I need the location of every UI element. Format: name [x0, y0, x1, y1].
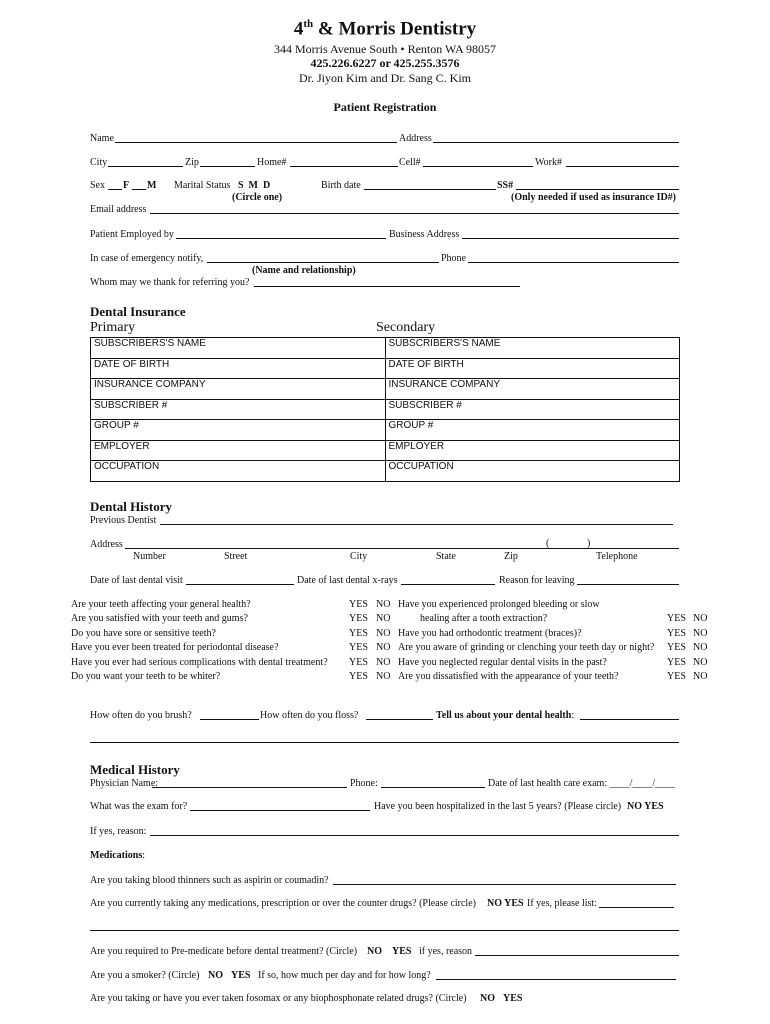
floss-label: How often do you floss? — [260, 710, 359, 721]
tell-us-field[interactable] — [580, 719, 679, 720]
home-label: Home# — [257, 157, 287, 168]
yes-option[interactable]: YES — [349, 613, 368, 624]
zip-field[interactable] — [200, 166, 255, 167]
premedicate-question: Are you required to Pre-medicate before dental treatment? (Circle) — [90, 946, 358, 957]
employed-by-field[interactable] — [176, 238, 386, 239]
premedicate-no[interactable]: NO — [367, 946, 382, 957]
question-left: Do you have sore or sensitive teeth? — [71, 628, 216, 639]
physician-field[interactable] — [152, 787, 347, 788]
primary-cell[interactable]: SUBSCRIBER # — [91, 399, 386, 420]
table-row — [91, 420, 680, 441]
exam-for-field[interactable] — [190, 810, 370, 811]
last-visit-label: Date of last dental visit — [90, 575, 183, 586]
no-option[interactable]: NO — [376, 628, 391, 639]
form-title: Patient Registration — [333, 100, 437, 114]
reason-leaving-field[interactable] — [577, 584, 679, 585]
floss-field[interactable] — [366, 719, 433, 720]
smoker-question: Are you a smoker? (Circle) — [90, 970, 200, 981]
smoker-followup-field[interactable] — [436, 979, 676, 980]
meds-list-field-line2[interactable] — [90, 930, 679, 931]
yes-option[interactable]: YES — [667, 671, 686, 682]
home-field[interactable] — [290, 166, 398, 167]
smoker-yes[interactable]: YES — [231, 970, 251, 981]
fosomax-yes[interactable]: YES — [503, 993, 523, 1004]
table-row — [91, 358, 680, 379]
dentist-address-field[interactable] — [125, 548, 679, 549]
secondary-cell[interactable]: OCCUPATION — [385, 461, 680, 482]
last-xrays-field[interactable] — [401, 584, 495, 585]
name-relationship-note: (Name and relationship) — [252, 265, 356, 276]
blood-thinners-field[interactable] — [333, 884, 676, 885]
cell-field[interactable] — [423, 166, 533, 167]
yes-option[interactable]: YES — [667, 613, 686, 624]
smoker-no[interactable]: NO — [208, 970, 223, 981]
business-address-label: Business Address — [389, 229, 460, 240]
ss-field[interactable] — [516, 189, 679, 190]
secondary-cell[interactable]: SUBSCRIBERS'S NAME — [385, 338, 680, 359]
fosomax-no[interactable]: NO — [480, 993, 495, 1004]
meds-list-field[interactable] — [599, 907, 674, 908]
question-left: Have you ever been treated for periodontal disease? — [71, 642, 279, 653]
number-caption: Number — [133, 551, 166, 562]
emergency-phone-label: Phone — [441, 253, 466, 264]
zip-label: Zip — [185, 157, 199, 168]
dentist-address-label: Address — [90, 539, 123, 550]
primary-cell[interactable]: SUBSCRIBERS'S NAME — [91, 338, 386, 359]
secondary-heading: Secondary — [376, 320, 436, 335]
premedicate-reason-label: if yes, reason — [419, 946, 473, 957]
question-right: Have you had orthodontic treatment (braces)? — [398, 628, 582, 639]
brush-field[interactable] — [200, 719, 259, 720]
cell-label: Cell# — [399, 157, 421, 168]
emergency-label: In case of emergency notify, — [90, 253, 204, 264]
previous-dentist-label: Previous Dentist — [90, 515, 157, 526]
tell-us-label: Tell us about your dental health: — [436, 710, 575, 721]
yes-option[interactable]: YES — [349, 657, 368, 668]
birth-date-label: Birth date — [321, 180, 361, 191]
sex-f-blank[interactable] — [108, 189, 122, 190]
address-label: Address — [399, 133, 432, 144]
email-field[interactable] — [150, 213, 679, 214]
marital-status-label: Marital Status — [174, 180, 231, 191]
city-label: City — [90, 157, 108, 168]
zip-caption: Zip — [504, 551, 518, 562]
address-field[interactable] — [433, 142, 679, 143]
no-option[interactable]: NO — [693, 642, 708, 653]
last-visit-field[interactable] — [186, 584, 294, 585]
question-right: Have you experienced prolonged bleeding or slow — [398, 599, 600, 610]
medical-history-heading: Medical History — [90, 762, 180, 777]
sex-m-option[interactable]: M — [147, 180, 157, 191]
no-option[interactable]: NO — [693, 657, 708, 668]
paren-open: ( — [546, 538, 550, 549]
table-row — [91, 461, 680, 482]
table-row — [91, 379, 680, 400]
primary-cell[interactable]: DATE OF BIRTH — [91, 358, 386, 379]
secondary-cell[interactable]: DATE OF BIRTH — [385, 358, 680, 379]
question-left: Have you ever had serious complications with dental treatment? — [71, 657, 328, 668]
primary-cell[interactable]: GROUP # — [91, 420, 386, 441]
birth-date-field[interactable] — [364, 189, 496, 190]
no-option[interactable]: NO — [376, 671, 391, 682]
question-left: Are you satisfied with your teeth and gums? — [71, 613, 248, 624]
work-label: Work# — [535, 157, 562, 168]
primary-cell[interactable]: INSURANCE COMPANY — [91, 379, 386, 400]
sex-label: Sex — [90, 180, 105, 191]
yes-option[interactable]: YES — [667, 628, 686, 639]
if-yes-list-label: If yes, please list: — [527, 898, 597, 909]
referral-field[interactable] — [254, 286, 520, 287]
primary-cell[interactable]: OCCUPATION — [91, 461, 386, 482]
secondary-cell[interactable]: SUBSCRIBER # — [385, 399, 680, 420]
medications-heading: Medications: — [90, 850, 145, 861]
dental-insurance-heading: Dental Insurance — [90, 304, 186, 319]
yes-option[interactable]: YES — [349, 642, 368, 653]
emergency-phone-field[interactable] — [468, 262, 679, 263]
marital-options[interactable]: S M D — [238, 180, 271, 191]
email-label: Email address — [90, 204, 147, 215]
physician-phone-field[interactable] — [381, 787, 485, 788]
hospitalized-question: Have you been hospitalized in the last 5 years? (Please circle) — [374, 801, 622, 812]
question-right: Are you dissatisfied with the appearance of your teeth? — [398, 671, 619, 682]
no-option[interactable]: NO — [693, 671, 708, 682]
primary-cell[interactable]: EMPLOYER — [91, 440, 386, 461]
if-yes-reason-field[interactable] — [150, 835, 679, 836]
name-field[interactable] — [115, 142, 397, 143]
current-meds-options[interactable]: NO YES — [487, 898, 524, 909]
work-field[interactable] — [566, 166, 679, 167]
ss-label: SS# — [497, 180, 514, 191]
street-caption: Street — [224, 551, 248, 562]
state-caption: State — [436, 551, 456, 562]
yes-option[interactable]: YES — [667, 657, 686, 668]
no-option[interactable]: NO — [376, 613, 391, 624]
previous-dentist-field[interactable] — [160, 524, 673, 525]
physician-label: Physician Name: — [90, 778, 159, 789]
no-option[interactable]: NO — [376, 599, 391, 610]
practice-doctors: Dr. Jiyon Kim and Dr. Sang C. Kim — [298, 71, 471, 85]
premedicate-reason-field[interactable] — [475, 955, 679, 956]
question-right: Are you aware of grinding or clenching your teeth day or night? — [398, 642, 655, 653]
table-row — [91, 338, 680, 359]
tell-us-field-line2[interactable] — [90, 742, 679, 743]
city-caption: City — [350, 551, 368, 562]
if-yes-reason-label: If yes, reason: — [90, 826, 147, 837]
secondary-cell[interactable]: EMPLOYER — [385, 440, 680, 461]
table-row — [91, 399, 680, 420]
insurance-table — [90, 337, 680, 482]
practice-address: 344 Morris Avenue South • Renton WA 98057 — [273, 42, 497, 56]
last-exam-label[interactable]: Date of last health care exam: ____/____/____ — [488, 778, 676, 789]
secondary-cell[interactable]: GROUP # — [385, 420, 680, 441]
no-option[interactable]: NO — [693, 613, 708, 624]
paren-close: ) — [587, 538, 591, 549]
exam-for-label: What was the exam for? — [90, 801, 188, 812]
current-meds-question: Are you currently taking any medications, prescription or over the counter drugs? (Please circle) — [90, 898, 476, 909]
last-xrays-label: Date of last dental x-rays — [297, 575, 398, 586]
sex-m-blank[interactable] — [132, 189, 146, 190]
brush-label: How often do you brush? — [90, 710, 192, 721]
practice-name: 4th & Morris Dentistry — [293, 18, 477, 40]
emergency-field[interactable] — [207, 262, 439, 263]
premedicate-yes[interactable]: YES — [392, 946, 412, 957]
table-row — [91, 440, 680, 461]
question-right: healing after a tooth extraction? — [420, 613, 548, 624]
question-left: Do you want your teeth to be whiter? — [71, 671, 221, 682]
question-right: Have you neglected regular dental visits in the past? — [398, 657, 607, 668]
smoker-followup-label: If so, how much per day and for how long? — [258, 970, 431, 981]
hospitalized-options[interactable]: NO YES — [627, 801, 664, 812]
yes-option[interactable]: YES — [349, 628, 368, 639]
blood-thinners-question: Are you taking blood thinners such as aspirin or coumadin? — [90, 875, 329, 886]
circle-one-note: (Circle one) — [232, 192, 283, 203]
fosomax-question: Are you taking or have you ever taken fosomax or any biophosphonate related drugs? (Circle) — [90, 993, 467, 1004]
no-option[interactable]: NO — [376, 642, 391, 653]
secondary-cell[interactable]: INSURANCE COMPANY — [385, 379, 680, 400]
yes-option[interactable]: YES — [349, 599, 368, 610]
primary-heading: Primary — [90, 320, 136, 335]
business-address-field[interactable] — [462, 238, 679, 239]
employed-by-label: Patient Employed by — [90, 229, 174, 240]
city-field[interactable] — [108, 166, 183, 167]
reason-leaving-label: Reason for leaving — [499, 575, 575, 586]
referral-label: Whom may we thank for referring you? — [90, 277, 250, 288]
ss-note: (Only needed if used as insurance ID#) — [511, 192, 677, 203]
practice-phones: 425.226.6227 or 425.255.3576 — [310, 56, 460, 70]
name-label: Name — [90, 133, 114, 144]
physician-phone-label: Phone: — [350, 778, 378, 789]
dental-history-heading: Dental History — [90, 499, 172, 514]
telephone-caption: Telephone — [596, 551, 638, 562]
no-option[interactable]: NO — [693, 628, 708, 639]
yes-option[interactable]: YES — [349, 671, 368, 682]
no-option[interactable]: NO — [376, 657, 391, 668]
question-left: Are your teeth affecting your general health? — [71, 599, 251, 610]
sex-f-option[interactable]: F — [123, 180, 130, 191]
yes-option[interactable]: YES — [667, 642, 686, 653]
